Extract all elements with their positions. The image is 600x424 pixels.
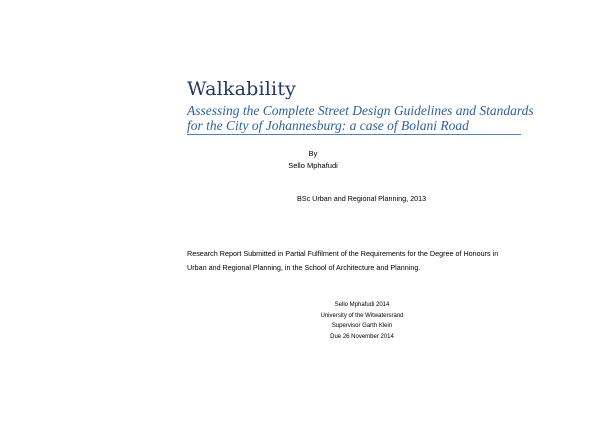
degree-line: BSc Urban and Regional Planning, 2013	[297, 194, 427, 203]
document-subtitle	[187, 103, 534, 133]
footer-supervisor: Supervisor Garth Klein	[331, 323, 393, 329]
report-line-2: Urban and Regional Planning, in the School of Architecture and Planning.	[187, 263, 421, 272]
author-name: Sello Mphafudi	[288, 161, 338, 170]
subtitle-line-2: for the City of Johannesburg: a case of Bolani Road	[187, 118, 469, 133]
title-divider	[187, 134, 521, 135]
document-title: Walkability	[187, 78, 297, 100]
footer-university: University of the Witwatersrand	[320, 312, 404, 319]
footer-author: Sello Mphafudi 2014	[334, 302, 390, 308]
document-footer	[0, 300, 600, 342]
by-label: By	[308, 149, 318, 158]
report-statement	[187, 247, 498, 275]
footer-due-date: Due 26 November 2014	[330, 333, 394, 340]
subtitle-line-1: Assessing the Complete Street Design Guidelines and Standards	[187, 103, 534, 118]
report-line-1: Research Report Submitted in Partial Fulfilment of the Requirements for the Degree of Honours in	[187, 249, 499, 258]
